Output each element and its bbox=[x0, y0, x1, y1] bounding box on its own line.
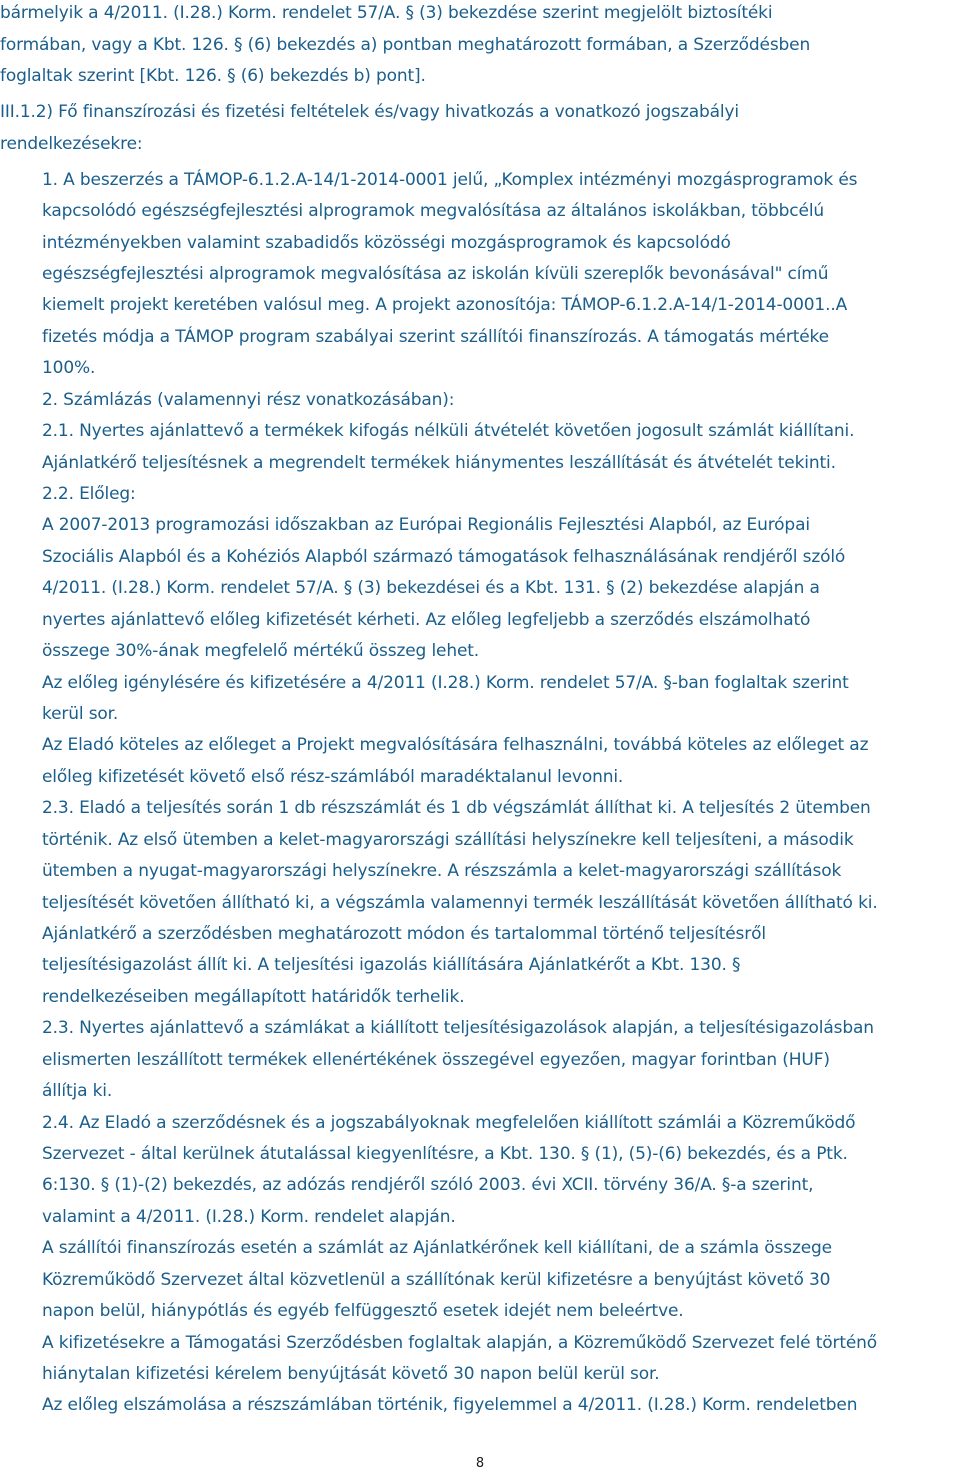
text-line: 4/2011. (I.28.) Korm. rendelet 57/A. § (3) bekezdései és a Kbt. 131. § (2) bekezdése alapján a bbox=[42, 578, 820, 598]
text-line: kapcsolódó egészségfejlesztési alprogramok megvalósítása az általános iskolákban, többcélú bbox=[42, 201, 825, 221]
text-line: A kifizetésekre a Támogatási Szerződésben foglaltak alapján, a Közreműködő Szervezet felé történő bbox=[42, 1333, 878, 1353]
text-line: teljesítését követően állítható ki, a végszámla valamennyi termék leszállítását követően állítható ki. bbox=[42, 893, 878, 913]
text-line: Szociális Alapból és a Kohéziós Alapból származó támogatások felhasználásának rendjéről szóló bbox=[42, 547, 846, 567]
text-line: 2.3. Nyertes ajánlattevő a számlákat a kiállított teljesítésigazolások alapján, a teljesítésigazolásban bbox=[42, 1018, 874, 1038]
text-line: Az előleg elszámolása a részszámlában történik, figyelemmel a 4/2011. (I.28.) Korm. rendeletben bbox=[42, 1395, 858, 1415]
text-line: elismerten leszállított termékek ellenértékének összegével egyezően, magyar forintban (HUF) bbox=[42, 1050, 830, 1070]
text-line: 100%. bbox=[42, 358, 96, 378]
text-line: intézményekben valamint szabadidős közösségi mozgásprogramok és kapcsolódó bbox=[42, 233, 731, 253]
text-line: 1. A beszerzés a TÁMOP-6.1.2.A-14/1-2014-0001 jelű, „Komplex intézményi mozgásprogramok és bbox=[42, 170, 858, 190]
text-line: nyertes ajánlattevő előleg kifizetését kérheti. Az előleg legfeljebb a szerződés elszámolható bbox=[42, 610, 811, 630]
text-line: ütemben a nyugat-magyarországi helyszínekre. A részszámla a kelet-magyarországi szállítások bbox=[42, 861, 842, 881]
text-line: valamint a 4/2011. (I.28.) Korm. rendelet alapján. bbox=[42, 1207, 456, 1227]
text-line: teljesítésigazolást állít ki. A teljesítési igazolás kiállítására Ajánlatkérőt a Kbt. 130. § bbox=[42, 955, 741, 975]
text-line: bármelyik a 4/2011. (I.28.) Korm. rendelet 57/A. § (3) bekezdése szerint megjelölt biztosítéki bbox=[0, 3, 773, 23]
text-line: egészségfejlesztési alprogramok megvalósítása az iskolán kívüli szereplők bevonásával" című bbox=[42, 264, 829, 284]
text-line: Az előleg igénylésére és kifizetésére a 4/2011 (I.28.) Korm. rendelet 57/A. §-ban foglaltak szerint bbox=[42, 673, 849, 693]
text-line: formában, vagy a Kbt. 126. § (6) bekezdés a) pontban meghatározott formában, a Szerződésben bbox=[0, 35, 811, 55]
text-line: Ajánlatkérő teljesítésnek a megrendelt termékek hiánymentes leszállítását és átvételét tekinti. bbox=[42, 453, 836, 473]
text-line: rendelkezéseiben megállapított határidők terhelik. bbox=[42, 987, 465, 1007]
text-line: állítja ki. bbox=[42, 1081, 113, 1101]
text-line: összege 30%-ának megfelelő mértékű összeg lehet. bbox=[42, 641, 480, 661]
text-line: foglaltak szerint [Kbt. 126. § (6) bekezdés b) pont]. bbox=[0, 66, 426, 86]
text-line: Közreműködő Szervezet által közvetlenül a szállítónak kerül kifizetésre a benyújtást követő 30 bbox=[42, 1270, 831, 1290]
text-line: fizetés módja a TÁMOP program szabályai szerint szállítói finanszírozás. A támogatás mértéke bbox=[42, 327, 829, 347]
text-line: 2.1. Nyertes ajánlattevő a termékek kifogás nélküli átvételét követően jogosult számlát kiállítani. bbox=[42, 421, 855, 441]
section-heading: rendelkezésekre: bbox=[0, 134, 143, 154]
text-line: Az Eladó köteles az előleget a Projekt megvalósítására felhasználni, továbbá köteles az előleget az bbox=[42, 735, 869, 755]
text-line: történik. Az első ütemben a kelet-magyarországi szállítási helyszínekre kell teljesíteni, a második bbox=[42, 830, 854, 850]
page-number: 8 bbox=[475, 1456, 485, 1471]
subsection-heading: 2. Számlázás (valamennyi rész vonatkozásában): bbox=[42, 390, 455, 410]
text-line: A 2007-2013 programozási időszakban az Európai Regionális Fejlesztési Alapból, az Európai bbox=[42, 515, 810, 535]
subsection-heading: 2.2. Előleg: bbox=[42, 484, 136, 504]
text-line: Ajánlatkérő a szerződésben meghatározott módon és tartalommal történő teljesítésről bbox=[42, 924, 766, 944]
text-line: előleg kifizetését követő első rész-számlából maradéktalanul levonni. bbox=[42, 767, 624, 787]
text-line: kiemelt projekt keretében valósul meg. A projekt azonosítója: TÁMOP-6.1.2.A-14/1-2014-0001..A bbox=[42, 295, 848, 315]
text-line: kerül sor. bbox=[42, 704, 119, 724]
text-line: hiánytalan kifizetési kérelem benyújtását követő 30 napon belül kerül sor. bbox=[42, 1364, 660, 1384]
section-heading: III.1.2) Fő finanszírozási és fizetési feltételek és/vagy hivatkozás a vonatkozó jogszabályi bbox=[0, 102, 739, 122]
text-line: 6:130. § (1)-(2) bekezdés, az adózás rendjéről szóló 2003. évi XCII. törvény 36/A. §-a szerint, bbox=[42, 1175, 814, 1195]
text-line: 2.4. Az Eladó a szerződésnek és a jogszabályoknak megfelelően kiállított számlái a Közreműködő bbox=[42, 1113, 856, 1133]
text-line: Szervezet - által kerülnek átutalással kiegyenlítésre, a Kbt. 130. § (1), (5)-(6) bekezdés, és a Ptk. bbox=[42, 1144, 848, 1164]
text-line: napon belül, hiánypótlás és egyéb felfüggesztő esetek idejét nem beleértve. bbox=[42, 1301, 684, 1321]
text-line: A szállítói finanszírozás esetén a számlát az Ajánlatkérőnek kell kiállítani, de a számla összege bbox=[42, 1238, 832, 1258]
text-line: 2.3. Eladó a teljesítés során 1 db részszámlát és 1 db végszámlát állíthat ki. A teljesítés 2 ütemben bbox=[42, 798, 871, 818]
